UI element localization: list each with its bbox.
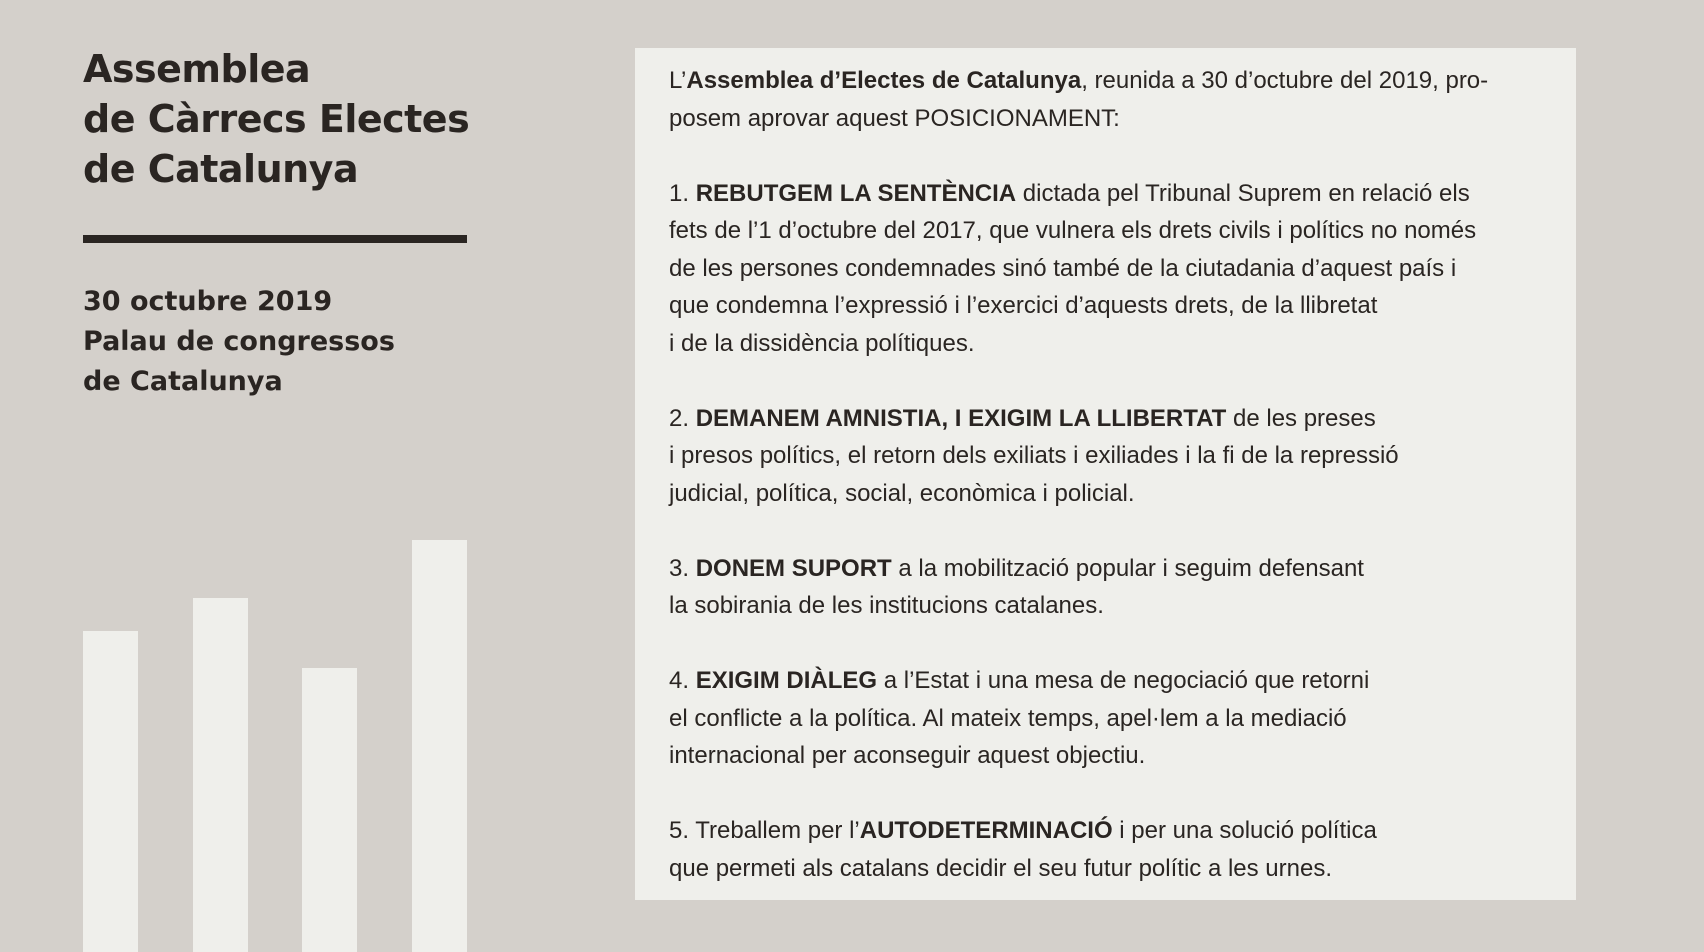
point-line: i presos polítics, el retorn dels exiliats i exiliades i la fi de la repressió [669,442,1399,469]
statement-intro [669,62,1549,137]
point-suffix: a la mobilització popular i seguim defensant [891,554,1364,582]
point-first-line [669,812,1549,850]
event-details [83,282,483,402]
event-title-line: Assemblea [83,47,311,91]
intro-prefix: L’ [669,67,687,94]
event-title [83,44,483,194]
intro-line: posem aprovar aquest POSICIONAMENT: [669,104,1120,132]
point-first-line [669,175,1549,213]
point-prefix: 2. [669,404,696,432]
intro-line [669,62,1549,100]
point-heading: DEMANEM AMNISTIA, I EXIGIM LA LLIBERTAT [695,404,1227,432]
point-first-line [669,400,1549,438]
point-line: fets de l’1 d’octubre del 2017, que vulnera els drets civils i polítics no només [669,217,1477,244]
point-prefix: 5. Treballem per l’ [669,817,860,844]
point-first-line [669,662,1549,700]
statement-text [669,62,1549,925]
left-column [83,0,468,952]
event-date: 30 octubre 2019 [83,286,333,317]
decorative-bars [83,540,467,952]
point-prefix: 3. [669,554,696,582]
point-heading: REBUTGEM LA SENTÈNCIA [695,179,1017,207]
event-venue-line: Palau de congressos [83,326,395,357]
point-suffix: a l’Estat i una mesa de negociació que retorni [877,667,1370,694]
decorative-bar [193,598,248,952]
point-line: que condemna l’expressió i l’exercici d’aquests drets, de la llibretat [669,292,1378,319]
title-divider [83,235,467,243]
point-prefix: 1. [669,179,696,207]
statement-point-2 [669,400,1549,513]
point-heading: AUTODETERMINACIÓ [859,817,1113,844]
event-title-line: de Catalunya [83,147,359,191]
statement-point-3 [669,550,1549,625]
event-title-line: de Càrrecs Electes [83,97,470,141]
event-venue-line: de Catalunya [83,366,283,397]
decorative-bar [412,540,467,952]
statement-panel [635,48,1576,900]
point-line: judicial, política, social, econòmica i policial. [669,479,1135,507]
intro-suffix: , reunida a 30 d’octubre del 2019, pro- [1081,67,1489,94]
point-suffix: i per una solució política [1112,817,1377,844]
point-line: i de la dissidència polítiques. [669,329,975,357]
assembly-name: Assemblea d’Electes de Catalunya [686,67,1082,94]
point-line: la sobirania de les institucions catalanes. [669,592,1104,619]
point-line: el conflicte a la política. Al mateix temps, apel·lem a la mediació [669,704,1347,732]
statement-point-5 [669,812,1549,887]
point-heading: EXIGIM DIÀLEG [695,667,878,694]
decorative-bar [83,631,138,952]
point-line: de les persones condemnades sinó també de la ciutadania d’aquest país i [669,254,1457,282]
point-first-line [669,550,1549,588]
point-suffix: dictada pel Tribunal Suprem en relació els [1016,179,1470,207]
statement-point-1 [669,175,1549,363]
point-line: internacional per aconseguir aquest objectiu. [669,742,1146,769]
point-heading: DONEM SUPORT [695,554,892,582]
point-suffix: de les preses [1226,404,1376,432]
decorative-bar [302,668,357,952]
point-line: que permeti als catalans decidir el seu futur polític a les urnes. [669,854,1333,882]
statement-point-4 [669,662,1549,775]
point-prefix: 4. [669,667,696,694]
